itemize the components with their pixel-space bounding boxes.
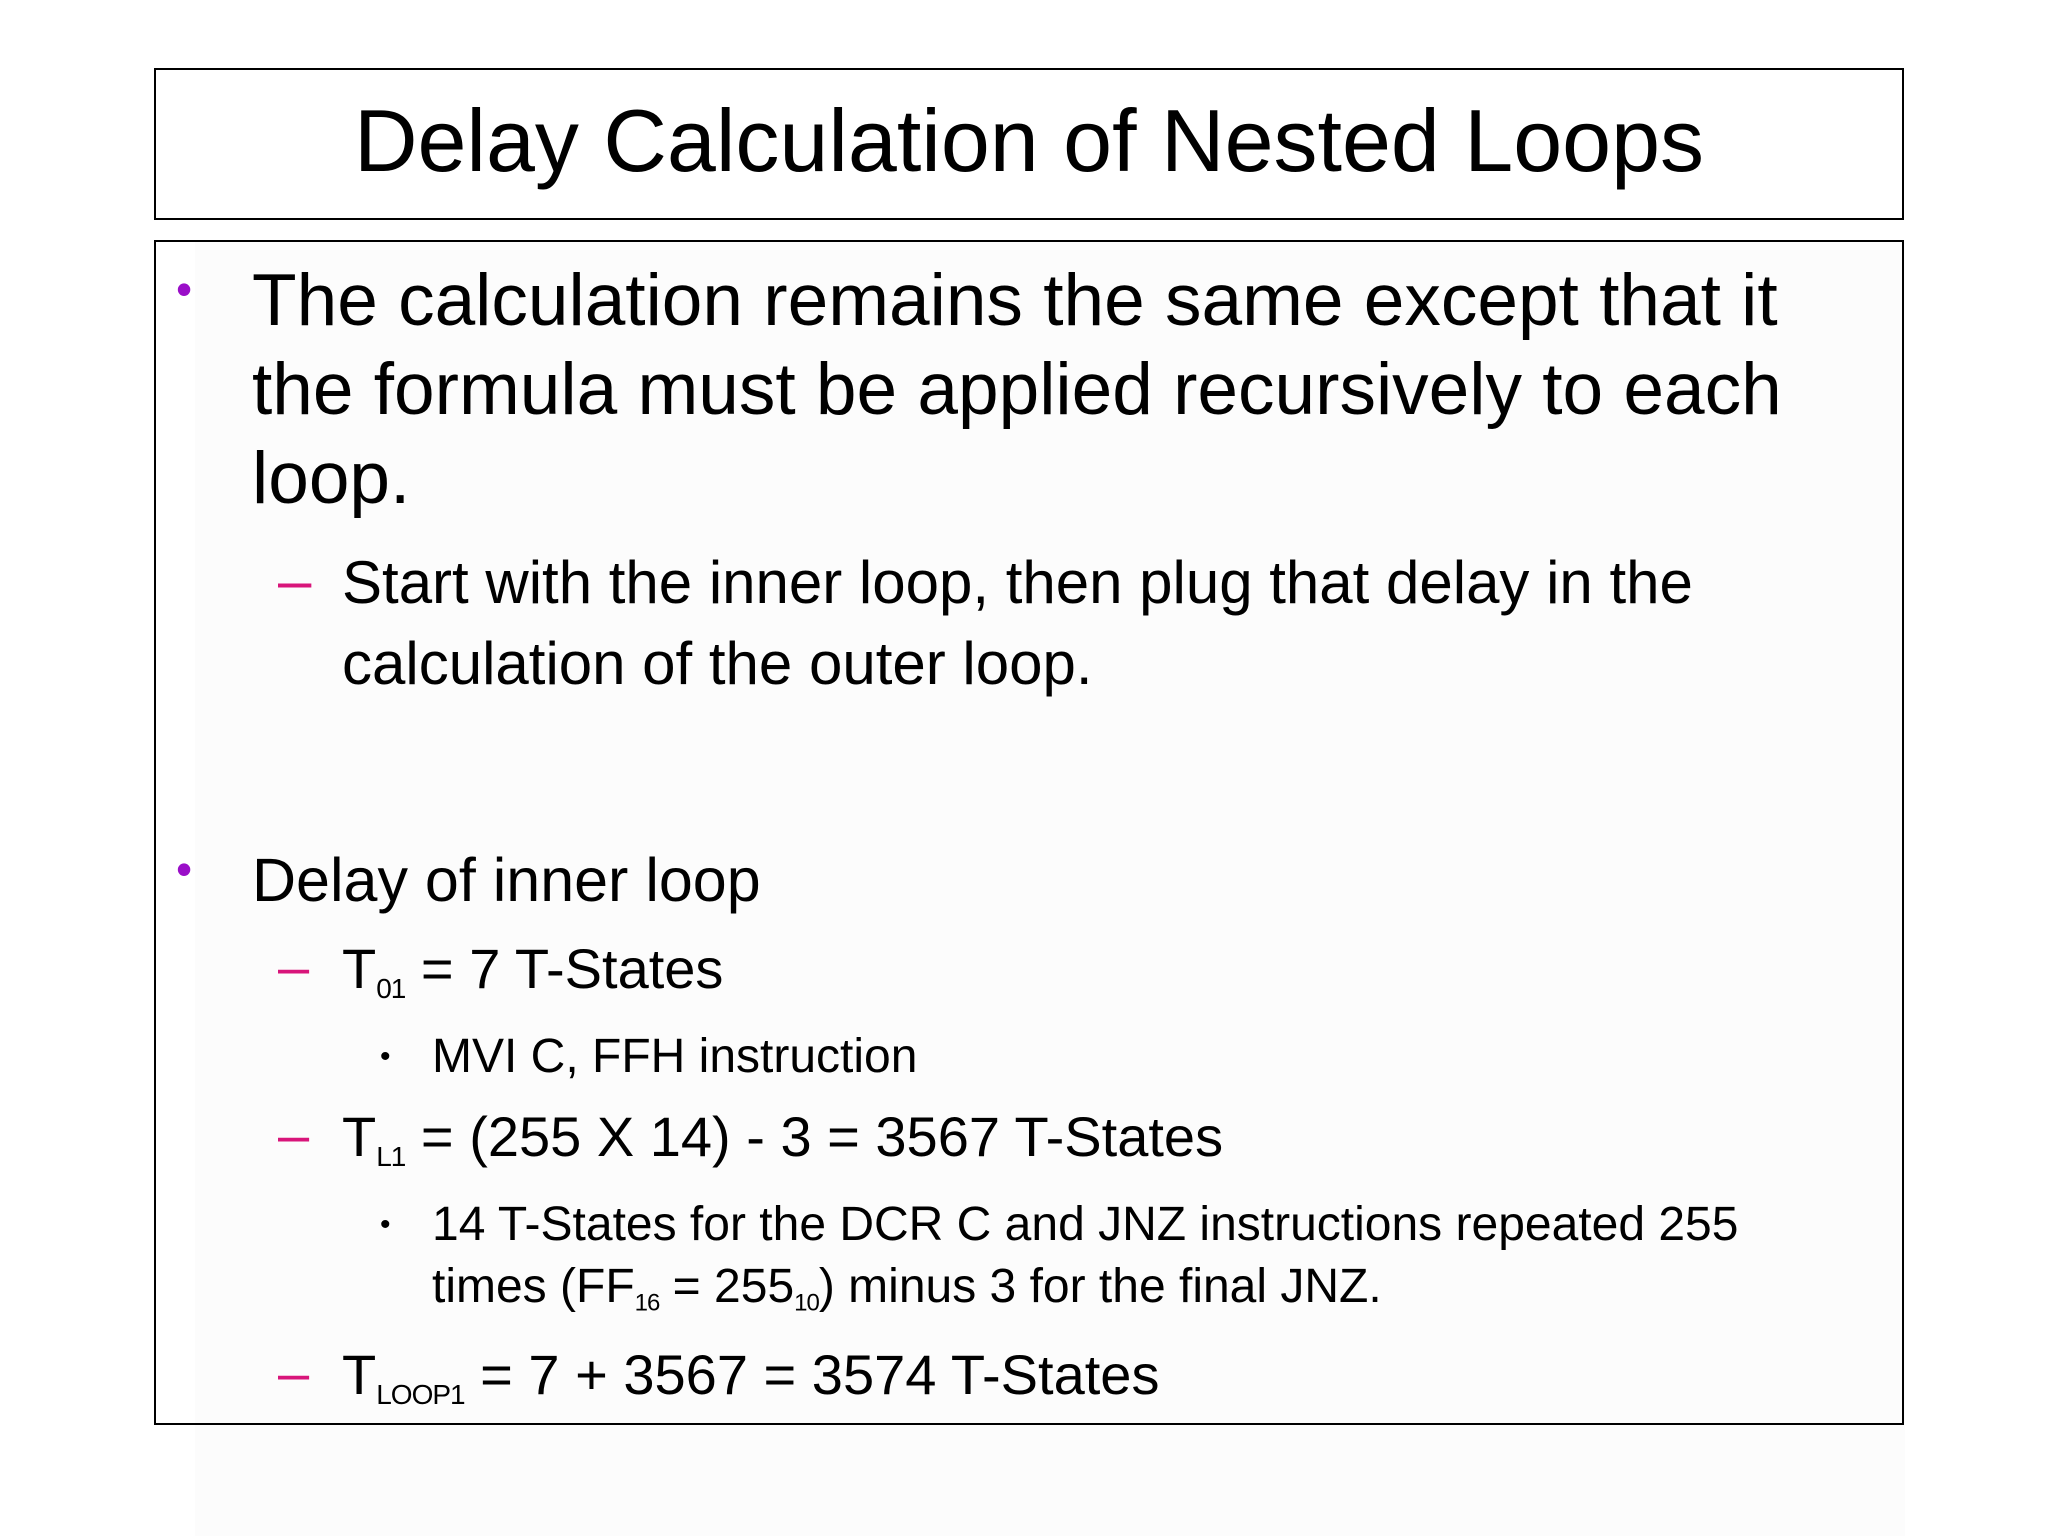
bullet-dot-icon: • (176, 843, 193, 895)
dash-icon: – (278, 1341, 310, 1404)
slide-title: Delay Calculation of Nested Loops (353, 91, 1705, 190)
formula-rest: = 7 T-States (405, 937, 724, 1000)
bullet-dot-icon: • (176, 263, 193, 315)
formula-rest: = (255 X 14) - 3 = 3567 T-States (405, 1105, 1224, 1168)
t01-formula (342, 928, 1838, 1009)
subscript: 10 (794, 1289, 819, 1317)
detail-text (432, 1194, 1862, 1318)
note-part: = 255 (659, 1260, 795, 1313)
detail-item (380, 1194, 1860, 1318)
bullet-dot-icon: • (380, 1040, 391, 1073)
bullet-dot-icon: • (380, 1208, 391, 1241)
subscript: L1 (376, 1140, 406, 1172)
dash-icon: – (278, 547, 312, 614)
subscript: 16 (634, 1289, 660, 1317)
formula-rest: = 7 + 3567 = 3574 T-States (464, 1343, 1160, 1406)
sub-bullet-item (278, 542, 1838, 704)
note-part: ) minus 3 for the final JNZ. (818, 1260, 1382, 1313)
sub-bullet-text: Start with the inner loop, then plug that delay in the calculation of the outer loop. (342, 549, 1693, 697)
detail-text: MVI C, FFH instruction (432, 1030, 918, 1083)
note-part: 14 T-States for the DCR C and JNZ instructions repeated 255 times (FF (432, 1198, 1739, 1313)
sub-bullet-item (278, 1096, 1838, 1177)
bullet-item (176, 836, 1856, 925)
sub-bullet-item (278, 928, 1838, 1009)
tloop1-formula (342, 1334, 1838, 1415)
subscript: LOOP1 (376, 1378, 465, 1410)
detail-item (380, 1026, 1840, 1088)
variable-t: T (342, 937, 377, 1000)
subscript: 01 (376, 972, 406, 1004)
dash-icon: – (278, 1103, 310, 1166)
bullet-text: The calculation remains the same except that it the formula must be applied recursively to each loop. (252, 260, 1782, 519)
title-box (154, 68, 1904, 220)
dash-icon: – (278, 935, 310, 998)
variable-t: T (342, 1343, 377, 1406)
sub-bullet-item (278, 1334, 1838, 1415)
bullet-text: Delay of inner loop (252, 846, 761, 914)
tl1-formula (342, 1096, 1838, 1177)
bullet-item (176, 256, 1856, 523)
variable-t: T (342, 1105, 377, 1168)
